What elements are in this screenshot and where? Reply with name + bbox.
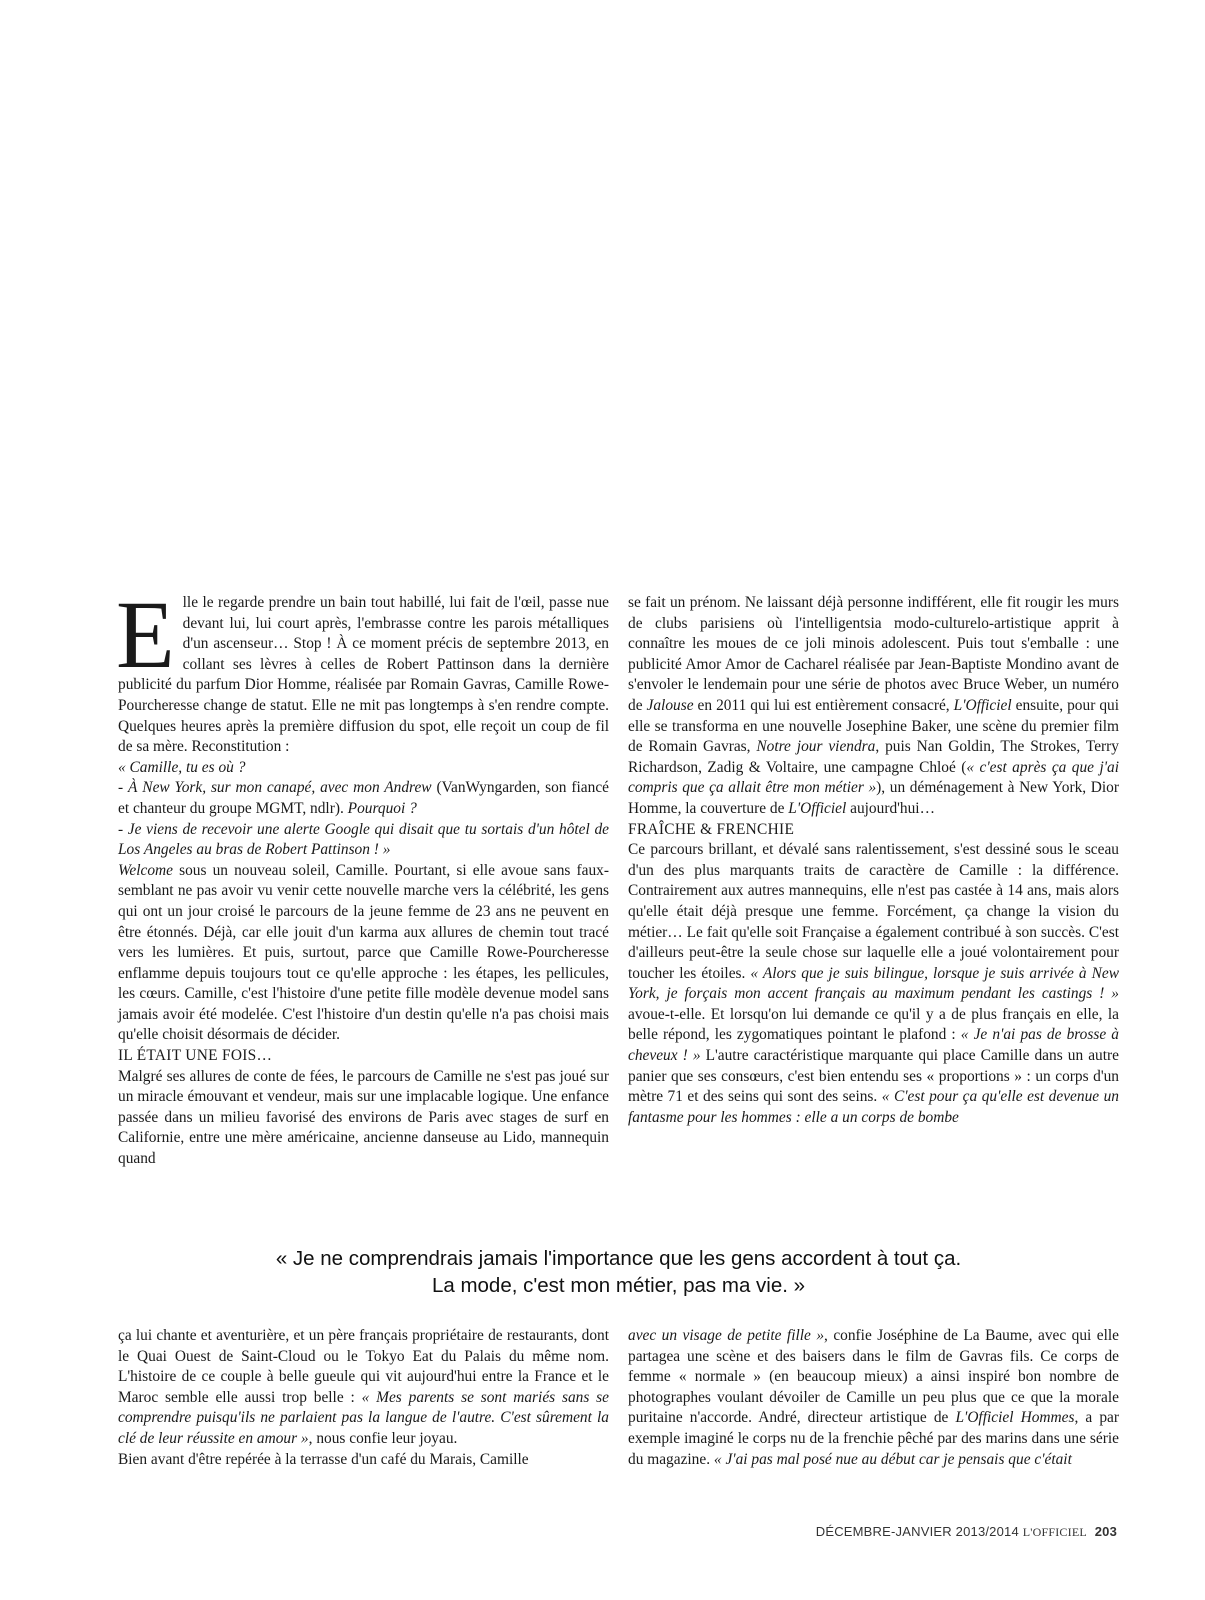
body-paragraph: avec un visage de petite fille », confie Joséphine de La Baume, avec qui elle partagea une scène et des baisers dans le film de Gavras fils. Ce corps de femme « normale » (en beaucoup mieux) a ainsi inspiré bon nombre de photographes voulant dévoiler de Camille un peu plus que ce que la morale puritaine n'accorde. André, directeur artistique de L'Officiel Hommes, a par exemple imaginé le corps nu de la frenchie pêché par des marins dans une série du magazine. « J'ai pas mal posé nue au début car je pensais que c'était xyxy=(628,1327,1120,1468)
body-paragraph: ça lui chante et aventurière, et un père français propriétaire de restaurants, dont le Quai Ouest de Saint-Cloud ou le Tokyo Eat du Palais du même nom. L'histoire de ce couple à belle gueule qui vit aujourd'hui entre la France et le Maroc semble elle aussi trop belle : « Mes parents se sont mariés sans se comprendre puisqu'ils ne parlaient pas la langue de l'autre. C'est sûrement la clé de leur réussite en amour », nous confie leur joyau. xyxy=(118,1327,610,1447)
body-paragraph: Ce parcours brillant, et dévalé sans ralentissement, s'est dessiné sous le sceau d'un des plus marquants traits de caractère de Camille : la différence. Contrairement aux autres mannequins, elle n'est pas castée à 14 ans, mais alors qu'elle était déjà presque une femme. Forcément, ça change la vision du métier… Le fait qu'elle soit Française a également contribué à son succès. C'est d'ailleurs peut-être la seule chose sur laquelle elle a joué volontairement pour toucher les étoiles. « Alors que je suis bilingue, lorsque je suis arrivée à New York, je forçais mon accent français au maximum pendant les castings ! » avoue-t-elle. Et lorsqu'on lui demande ce qu'il y a de plus français en elle, la belle répond, les zygomatiques pointant le plafond : « Je n'ai pas de brosse à cheveux ! » L'autre caractéristique marquante qui place Camille dans un autre panier que ses consœurs, c'est bien entendu ses « proportions » : un corps d'un mètre 71 et des seins qui sont des seins. « C'est pour ça qu'elle est devenue un fantasme pour les hommes : elle a un corps de bombe xyxy=(628,841,1120,1126)
drop-cap: E xyxy=(116,581,175,688)
intro-paragraph: Elle le regarde prendre un bain tout habillé, lui fait de l'œil, passe nue devant lui, lui court après, l'embrasse contre les parois métalliques d'un ascenseur… Stop ! À ce moment précis de septembre 2013, en collant ses lèvres à celles de Robert Pattinson dans la dernière publicité du parfum Dior Homme, réalisée par Romain Gavras, Camille Rowe-Pourcheresse change de statut. Elle ne mit pas longtemps à s'en rendre compte. Quelques heures après la première diffusion du spot, elle reçoit un coup de fil de sa mère. Reconstitution : xyxy=(116,581,609,756)
article-column-1 xyxy=(116,581,609,1170)
pull-quote xyxy=(118,1245,1119,1299)
page-number: 203 xyxy=(1094,1524,1117,1539)
body-paragraph: se fait un prénom. Ne laissant déjà personne indifférent, elle fit rougir les murs de clubs parisiens où l'intelligentsia modo-culturelo-artistique apprit à connaître les moues de ce joli minois adolescent. Puis tout s'emballe : une publicité Amor Amor de Cacharel réalisée par Jean-Baptiste Mondino avant de s'envoler le lendemain pour une série de photos avec Bruce Weber, un numéro de Jalouse en 2011 qui lui est entièrement consacré, L'Officiel ensuite, pour qui elle se transforma en une nouvelle Josephine Baker, une scène du premier film de Romain Gavras, Notre jour viendra, puis Nan Goldin, The Strokes, Terry Richardson, Zadig & Voltaire, une campagne Chloé (« c'est après ça que j'ai compris que ça allait être mon métier »), un déménagement à New York, Dior Homme, la couverture de L'Officiel aujourd'hui… xyxy=(628,594,1119,817)
body-paragraph: Malgré ses allures de conte de fées, le parcours de Camille ne s'est pas joué sur un miracle émouvant et vendeur, mais sur une implacable logique. Une enfance passée dans un milieu favorisé des environs de Paris avec stages de surf en Californie, entre une mère américaine, ancienne danseuse au Lido, mannequin quand xyxy=(118,1067,609,1168)
dialogue-line: - À New York, sur mon canapé, avec mon Andrew (VanWyngarden, son fiancé et chanteur du groupe MGMT, ndlr). Pourquoi ? xyxy=(118,779,609,817)
article-column-4 xyxy=(628,1326,1119,1470)
article-column-3 xyxy=(118,1326,609,1470)
body-paragraph: Welcome sous un nouveau soleil, Camille. Pourtant, si elle avoue sans faux-semblant ne pas avoir vu venir cette nouvelle marche vers la célébrité, les gens qui ont un jour croisé le parcours de la jeune femme de 23 ans ne peuvent en être étonnés. Déjà, car elle jouit d'un karma aux allures de chemin tout tracé vers les lumières. Et puis, surtout, parce que Camille Rowe-Pourcheresse enflamme depuis toujours tout ce qu'elle approche : les étapes, les pellicules, les cœurs. Camille, c'est l'histoire d'une petite fille modèle devenue model sans jamais avoir été modelée. C'est l'histoire d'un destin qu'elle n'a pas choisi mais qu'elle choisit désormais de décider. xyxy=(118,861,609,1044)
pull-quote-line-1: « Je ne comprendrais jamais l'importance que les gens accordent à tout ça. xyxy=(275,1247,962,1270)
pull-quote-line-2: La mode, c'est mon métier, pas ma vie. » xyxy=(431,1274,806,1297)
article-column-2 xyxy=(628,593,1119,1128)
magazine-logo: L'OFFICIEL xyxy=(1022,1525,1087,1539)
body-paragraph: Bien avant d'être repérée à la terrasse d'un café du Marais, Camille xyxy=(118,1450,529,1468)
section-heading: IL ÉTAIT UNE FOIS… xyxy=(118,1047,273,1065)
page-folio xyxy=(816,1524,1117,1540)
dialogue-line: - Je viens de recevoir une alerte Google qui disait que tu sortais d'un hôtel de Los Angeles au bras de Robert Pattinson ! » xyxy=(118,820,609,859)
section-heading: FRAÎCHE & FRENCHIE xyxy=(628,820,795,838)
dialogue-line: « Camille, tu es où ? xyxy=(118,758,246,776)
issue-date: DÉCEMBRE-JANVIER 2013/2014 xyxy=(815,1524,1019,1539)
